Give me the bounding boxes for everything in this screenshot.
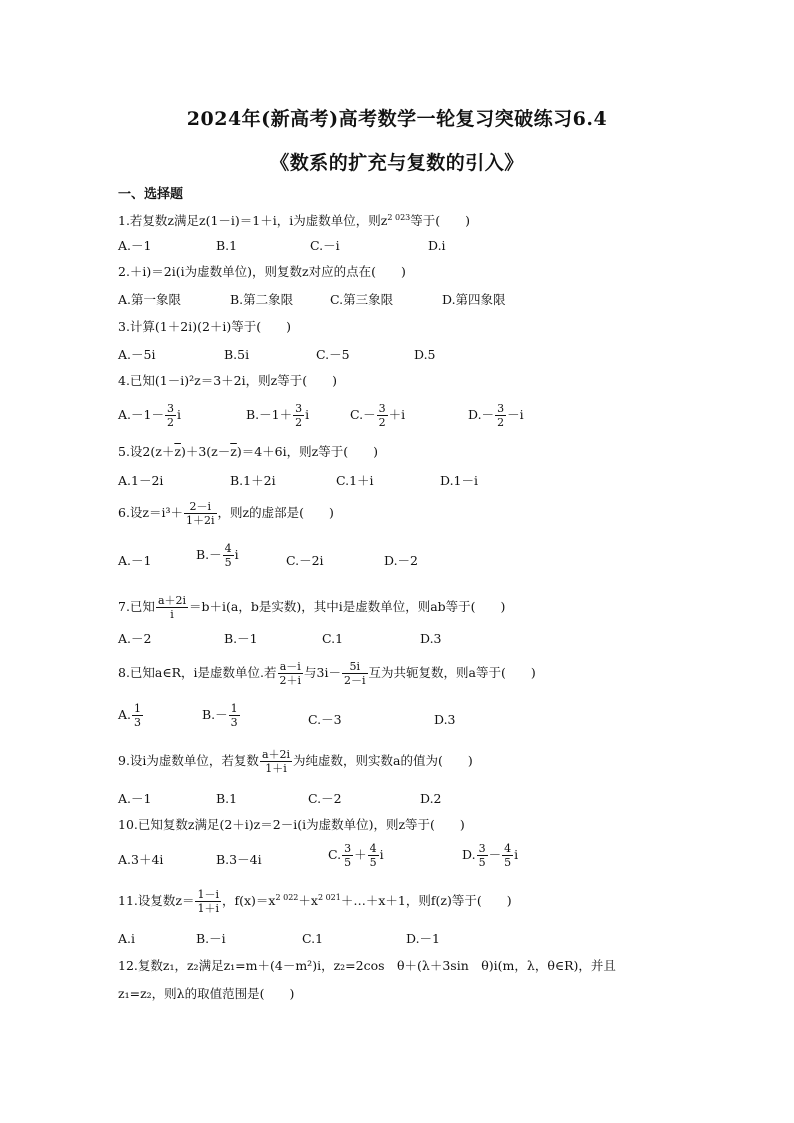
question-5: 5.设$2(z+\overline{z})+3(z-\overline{z})=4+6i$，则z等于( ): [118, 444, 378, 459]
question-10: 10.已知复数z满足(2＋i)z＝2－i(i为虚数单位)，则z等于( ): [118, 817, 465, 832]
question-11: 11.设复数z＝ $\frac{1-i}{1+i}$ ，$f(x)=x^{2 022}+x^{2 021}+\dots+x+1$，则f(z)等于( ): [118, 888, 512, 915]
document-title: 2024年(新高考)高考数学一轮复习突破练习6.4: [186, 108, 608, 130]
question-3: 3.计算(1＋2i)(2＋i)等于( ): [118, 319, 292, 334]
q10-option-c: C. $\frac{3}{5}$ ＋ $\frac{4}{5}$ i: [328, 842, 384, 869]
q6-option-c: C.－2i: [286, 553, 324, 568]
q4-option-b: B.－1＋ $\frac{3}{2}$ i: [246, 402, 310, 429]
q9-option-a: A.－1: [118, 791, 152, 806]
q2-option-d: D.第四象限: [442, 292, 506, 307]
q9-option-c: C.－2: [308, 791, 342, 806]
q7-option-b: B.－1: [224, 631, 258, 646]
q5-option-c: C.1＋i: [336, 473, 374, 488]
q1-option-c: C.－i: [310, 238, 340, 253]
q4-option-c: C.－ $\frac{3}{2}$ ＋i: [350, 402, 406, 429]
q7-option-c: C.1: [322, 631, 344, 646]
document-subtitle: 《数系的扩充与复数的引入》: [270, 152, 524, 174]
q11-option-c: C.1: [302, 931, 324, 946]
q5-option-d: D.1－i: [440, 473, 479, 488]
q3-option-b: B.5i: [224, 347, 250, 362]
q11-option-b: B.－i: [196, 931, 226, 946]
q6-option-b: B.－ $\frac{4}{5}$ i: [196, 542, 239, 569]
q11-option-d: D.－1: [406, 931, 441, 946]
q3-option-c: C.－5: [316, 347, 350, 362]
q11-option-a: A.i: [118, 931, 135, 946]
q2-option-c: C.第三象限: [330, 292, 394, 307]
q8-option-a: A. $\frac{1}{3}$: [118, 702, 142, 729]
question-6: 6.设z＝i³＋ $\frac{2-i}{1+2i}$ ，则z的虚部是( ): [118, 500, 334, 527]
question-12-line-2: z₁=z₂，则λ的取值范围是( ): [118, 986, 295, 1001]
q1-option-a: A.－1: [118, 238, 152, 253]
q9-option-b: B.1: [216, 791, 238, 806]
q10-option-d: D. $\frac{3}{5}$ － $\frac{4}{5}$ i: [462, 842, 519, 869]
q9-option-d: D.2: [420, 791, 442, 806]
q1-option-d: D.i: [428, 238, 446, 253]
q5-option-b: B.1＋2i: [230, 473, 276, 488]
q2-option-b: B.第二象限: [230, 292, 294, 307]
section-heading: 一、选择题: [118, 187, 184, 202]
q8-option-c: C.－3: [308, 712, 342, 727]
q2-option-a: A.第一象限: [118, 292, 182, 307]
q7-option-a: A.－2: [118, 631, 152, 646]
question-12-line-1: 12.复数z₁，z₂满足z₁=m＋(4－m²)i，z₂=2cos θ＋(λ＋3sin θ)i(m，λ，θ∈R)，并且: [118, 958, 616, 973]
q1-option-b: B.1: [216, 238, 238, 253]
q4-option-d: D.－ $\frac{3}{2}$ －i: [468, 402, 524, 429]
q4-option-a: A.－1－ $\frac{3}{2}$ i: [118, 402, 181, 429]
question-7: 7.已知 $\frac{a+2i}{i}$ ＝b＋i(a，b是实数)，其中i是虚数单位，则ab等于( ): [118, 594, 506, 621]
q5-option-a: A.1－2i: [118, 473, 164, 488]
q10-option-b: B.3－4i: [216, 852, 262, 867]
question-8: 8.已知a∈R，i是虚数单位.若 $\frac{a-i}{2+i}$ 与3i－ $\frac{5i}{2-i}$ 互为共轭复数，则a等于( ): [118, 660, 536, 687]
q10-option-a: A.3＋4i: [118, 852, 164, 867]
question-4: 4.已知(1－i)²z＝3＋2i，则z等于( ): [118, 373, 337, 388]
q8-option-b: B.－ $\frac{1}{3}$: [202, 702, 238, 729]
q6-option-d: D.－2: [384, 553, 419, 568]
q7-option-d: D.3: [420, 631, 442, 646]
question-2: 2.＋i)＝2i(i为虚数单位)，则复数z对应的点在( ): [118, 264, 406, 279]
question-1: 1.若复数z满足z(1－i)＝1＋i，i为虚数单位，则$z^{2 023}$等于( ): [118, 213, 471, 229]
q8-option-d: D.3: [434, 712, 456, 727]
q3-option-a: A.－5i: [118, 347, 156, 362]
q6-option-a: A.－1: [118, 553, 152, 568]
question-9: 9.设i为虚数单位，若复数 $\frac{a+2i}{1+i}$ 为纯虚数，则实数a的值为( ): [118, 748, 473, 775]
q3-option-d: D.5: [414, 347, 436, 362]
